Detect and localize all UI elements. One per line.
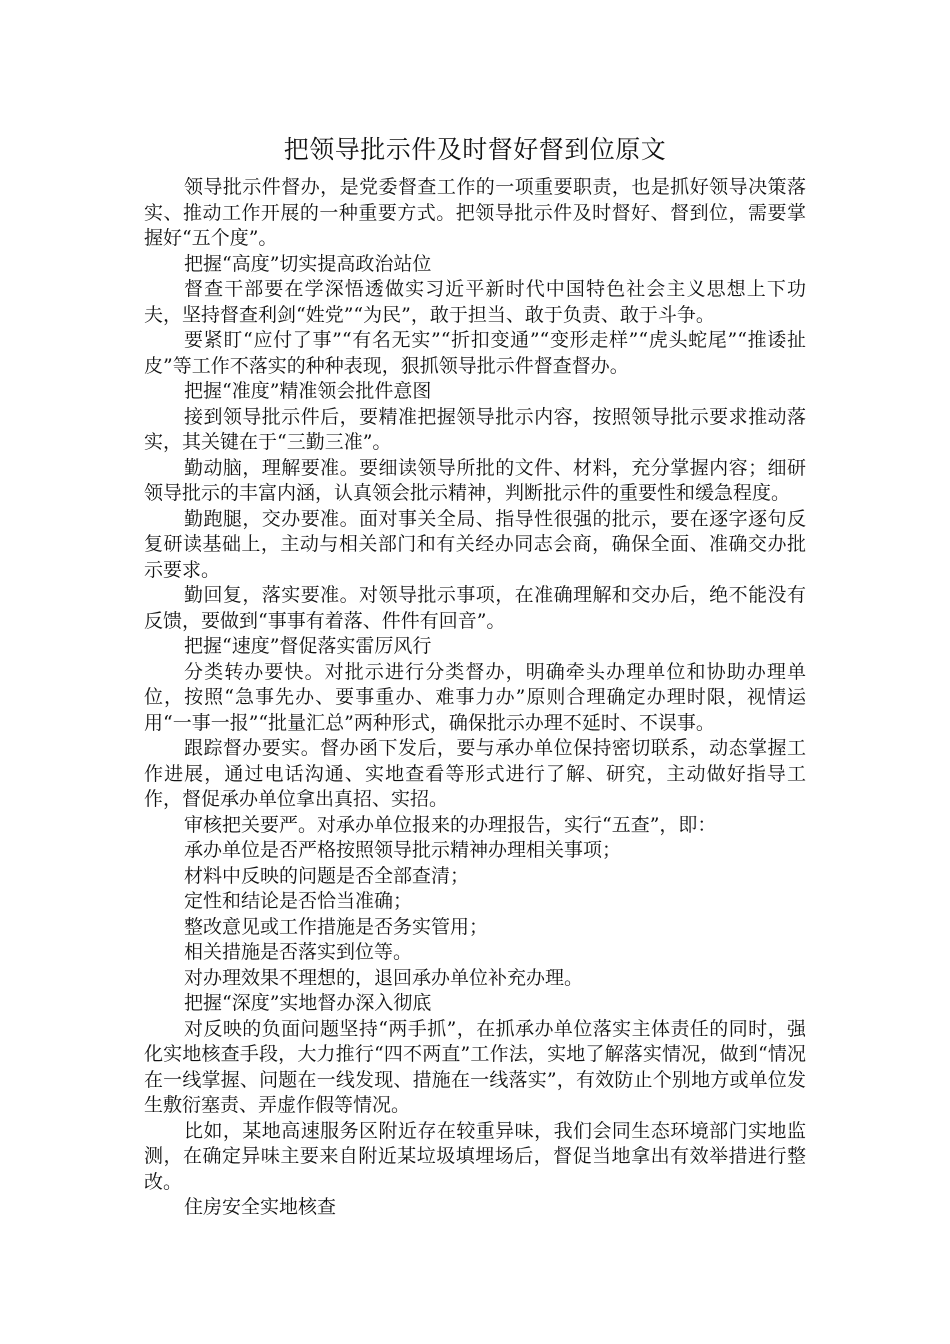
- paragraph: 勤跑腿，交办要准。面对事关全局、指导性很强的批示，要在逐字逐句反复研读基础上，主动与相关部门和有关经办同志会商，确保全面、准确交办批示要求。: [144, 507, 806, 581]
- paragraph: 勤回复，落实要准。对领导批示事项，在准确理解和交办后，绝不能没有反馈，要做到“事事有着落、件件有回音”。: [144, 584, 806, 632]
- paragraph: 住房安全实地核查: [184, 1196, 337, 1218]
- paragraph: 要紧盯“应付了事”“有名无实”“折扣变通”“变形走样”“虎头蛇尾”“推诿扯皮”等工作不落实的种种表现，狠抓领导批示件督查督办。: [144, 329, 806, 377]
- paragraph: 督查干部要在学深悟透做实习近平新时代中国特色社会主义思想上下功夫，坚持督查利剑“姓党”“为民”，敢于担当、敢于负责、敢于斗争。: [144, 278, 806, 326]
- paragraph: 勤动脑，理解要准。要细读领导所批的文件、材料，充分掌握内容；细研领导批示的丰富内涵，认真领会批示精神，判断批示件的重要性和缓急程度。: [144, 456, 806, 504]
- document-body: [144, 175, 806, 1221]
- paragraph: 分类转办要快。对批示进行分类督办，明确牵头办理单位和协助办理单位，按照“急事先办、要事重办、难事力办”原则合理确定办理时限，视情运用“一事一报”“批量汇总”两种形式，确保批示办理不延时、不误事。: [144, 660, 806, 734]
- section-heading: 把握“速度”督促落实雷厉风行: [184, 635, 432, 657]
- list-item: 承办单位是否严格按照领导批示精神办理相关事项；: [184, 839, 622, 861]
- list-item: 材料中反映的问题是否全部查清；: [184, 864, 470, 887]
- paragraph: 比如，某地高速服务区附近存在较重异味，我们会同生态环境部门实地监测，在确定异味主要来自附近某垃圾填埋场后，督促当地拿出有效举措进行整改。: [144, 1119, 806, 1193]
- paragraph: 接到领导批示件后，要精准把握领导批示内容，按照领导批示要求推动落实，其关键在于“三勤三准”。: [144, 405, 806, 453]
- list-item: 相关措施是否落实到位等。: [184, 941, 413, 963]
- list-item: 定性和结论是否恰当准确；: [184, 890, 413, 912]
- list-item: 整改意见或工作措施是否务实管用；: [184, 915, 489, 938]
- section-heading: 把握“高度”切实提高政治站位: [184, 252, 432, 275]
- section-heading: 把握“深度”实地督办深入彻底: [184, 992, 432, 1014]
- paragraph: 对办理效果不理想的，退回承办单位补充办理。: [184, 966, 584, 989]
- paragraph: 领导批示件督办，是党委督查工作的一项重要职责，也是抓好领导决策落实、推动工作开展的一种重要方式。把领导批示件及时督好、督到位，需要掌握好“五个度”。: [144, 176, 806, 249]
- document-title: 把领导批示件及时督好督到位原文: [283, 135, 667, 164]
- section-heading: 把握“准度”精准领会批件意图: [184, 380, 432, 402]
- paragraph: 跟踪督办要实。督办函下发后，要与承办单位保持密切联系，动态掌握工作进展，通过电话沟通、实地查看等形式进行了解、研究，主动做好指导工作，督促承办单位拿出真招、实招。: [144, 737, 806, 810]
- paragraph: 审核把关要严。对承办单位报来的办理报告，实行“五查”，即：: [184, 813, 717, 836]
- paragraph: 对反映的负面问题坚持“两手抓”，在抓承办单位落实主体责任的同时，强化实地核查手段，大力推行“四不两直”工作法，实地了解落实情况，做到“情况在一线掌握、问题在一线发现、措施在一线落实”，有效防止个别地方或单位发生敷衍塞责、弄虚作假等情况。: [144, 1017, 806, 1116]
